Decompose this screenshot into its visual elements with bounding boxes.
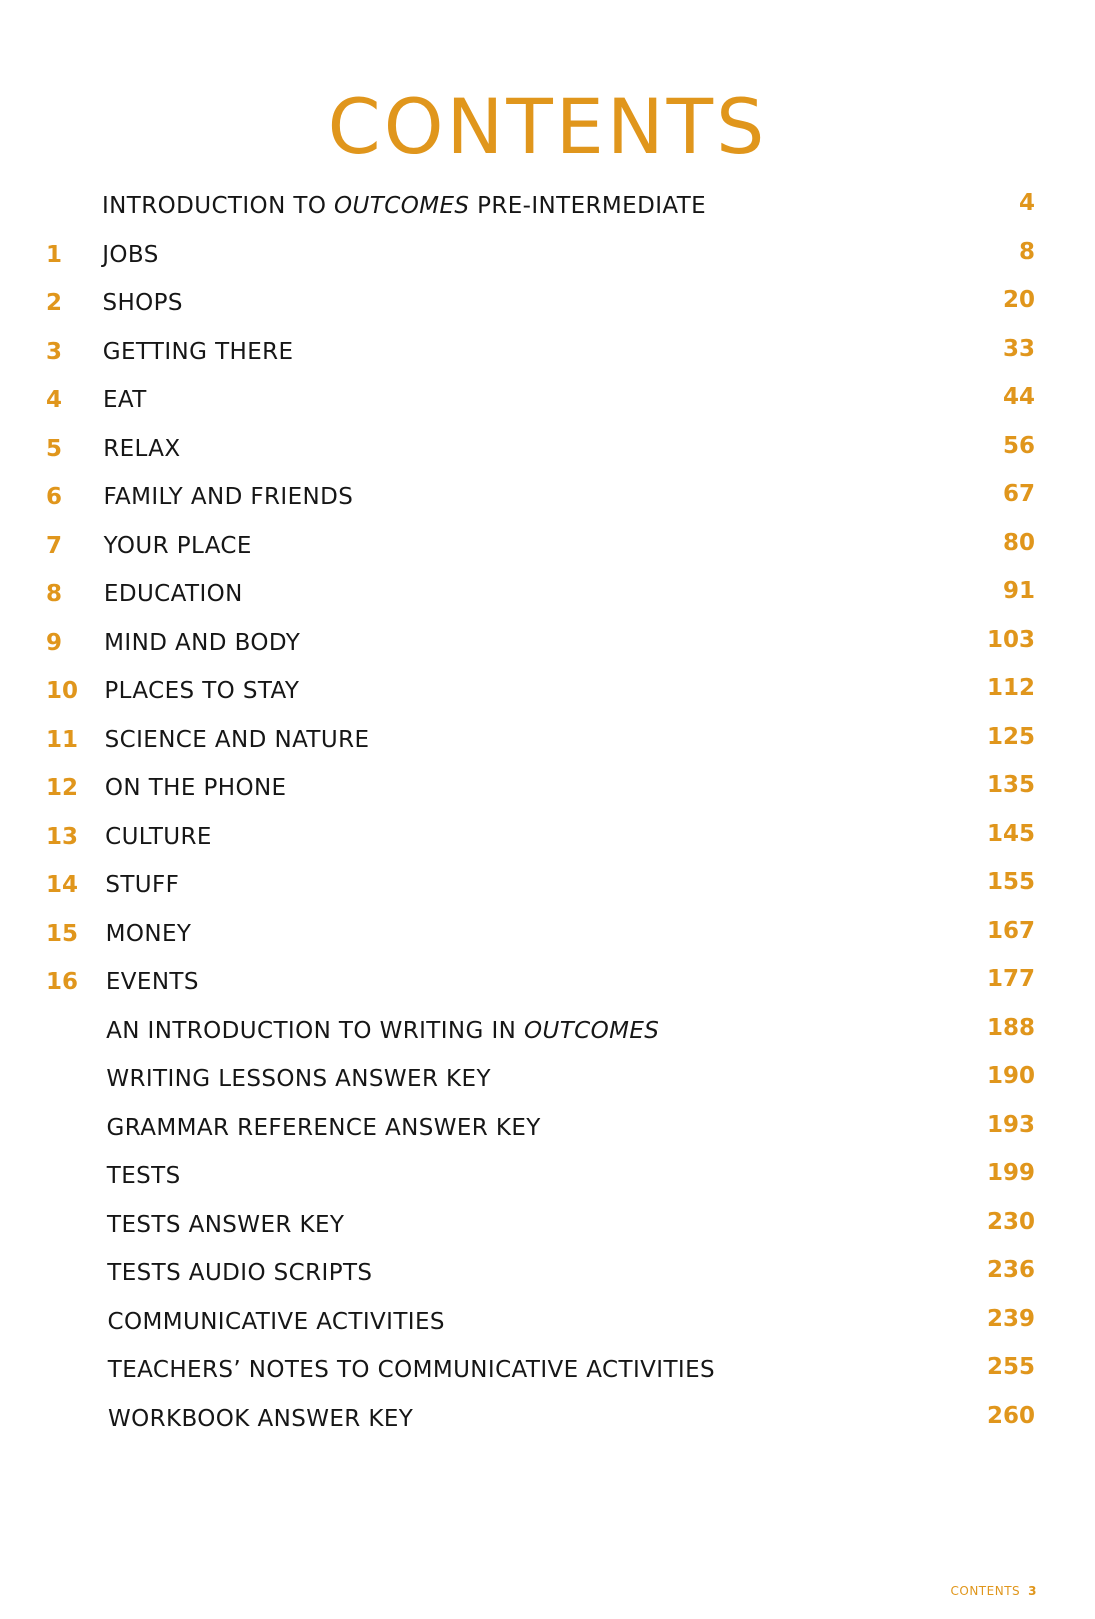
toc-page-number: 67 [1002,481,1035,507]
toc-page-number: 260 [986,1402,1035,1429]
toc-page-number: 4 [1018,190,1035,216]
toc-entry [0,1205,1095,1245]
toc-page-number: 188 [986,1014,1035,1041]
toc-entry [0,235,1095,275]
toc-entry-title-part: CULTURE [105,823,212,850]
toc-page-number: 145 [986,820,1035,847]
toc-entry [0,817,1095,857]
toc-entry-title-part: YOUR PLACE [103,532,252,559]
toc-entry-title [107,1205,344,1245]
toc-entry [0,1156,1095,1196]
toc-entry-title-part: EVENTS [105,969,199,995]
toc-page-number: 255 [986,1354,1035,1380]
toc-unit-number: 7 [46,532,63,559]
toc-page-number: 80 [1002,529,1035,556]
toc-entry-title-part: TEACHERS’ NOTES TO COMMUNICATIVE ACTIVITIES [107,1357,716,1383]
toc-page-number: 135 [986,772,1035,798]
toc-unit-number: 15 [46,920,79,947]
toc-entry [0,283,1095,323]
toc-entry-title-part: TESTS ANSWER KEY [107,1211,345,1238]
toc-unit-number: 1 [46,241,63,268]
toc-entry-title [103,380,147,420]
toc-entry [0,1350,1095,1390]
toc-entry-title-part: SCIENCE AND NATURE [104,726,370,753]
toc-entry-title [108,1350,715,1390]
toc-entry [0,671,1095,711]
toc-entry-title-part: EDUCATION [103,581,243,607]
toc-entry-title [108,1399,413,1439]
toc-entry-title [105,720,370,760]
toc-entry-title-part: SHOPS [102,290,183,316]
toc-page-number: 44 [1002,384,1035,410]
toc-entry-title-part: ON THE PHONE [104,775,287,801]
toc-page-number: 239 [986,1305,1035,1332]
toc-entry-title [107,1156,181,1196]
toc-entry [0,574,1095,614]
toc-page-number: 91 [1002,578,1035,604]
toc-entry-title [103,332,294,372]
toc-entry-title [106,962,199,1002]
toc-entry [0,865,1095,905]
toc-entry-title-part: STUFF [105,872,180,898]
toc-entry [0,1059,1095,1099]
toc-page-number: 8 [1018,238,1035,265]
toc-entry-title-part: FAMILY AND FRIENDS [103,484,354,510]
toc-entry-title [106,1059,491,1099]
toc-entry [0,526,1095,566]
toc-entry-title-part: MIND AND BODY [104,629,301,656]
toc-entry [0,1108,1095,1148]
toc-unit-number: 3 [46,338,63,365]
toc-page-number: 112 [986,675,1035,701]
toc-entry-title [105,865,179,905]
toc-entry-title [108,1302,445,1342]
toc-entry-title-part: RELAX [103,435,181,462]
toc-page-number: 20 [1002,287,1035,313]
toc-entry [0,720,1095,760]
toc-entry-title-part: TESTS AUDIO SCRIPTS [107,1260,373,1286]
toc-entry [0,623,1095,663]
page-title: CONTENTS [327,81,768,171]
page-footer [951,1584,1038,1598]
toc-page-number: 155 [986,869,1035,895]
toc-entry-title-part: PLACES TO STAY [104,678,300,704]
toc-entry-title-part: WRITING LESSONS ANSWER KEY [106,1066,491,1092]
toc-unit-number: 14 [46,872,79,898]
toc-unit-number: 6 [46,484,63,510]
toc-entry [0,1399,1095,1439]
toc-entry-title-part: INTRODUCTION TO [102,193,335,219]
toc-entry-title-part: PRE-INTERMEDIATE [469,193,707,219]
footer-page-number: 3 [1028,1584,1037,1598]
toc-entry [0,1253,1095,1293]
toc-entry-title-italic: OUTCOMES [523,1017,660,1044]
toc-entry-title [102,186,706,226]
toc-page-number: 125 [986,723,1035,750]
footer-label: CONTENTS [950,1584,1021,1598]
toc-entry-title [105,817,212,857]
toc-entry-title [106,1011,659,1051]
toc-entry [0,332,1095,372]
toc-unit-number: 8 [46,581,63,607]
toc-entry [0,914,1095,954]
toc-entry [0,429,1095,469]
toc-unit-number: 9 [46,629,63,656]
toc-entry [0,1011,1095,1051]
toc-entry-title-part: AN INTRODUCTION TO WRITING IN [106,1017,524,1044]
toc-entry-title [102,283,182,323]
toc-page-number: 177 [986,966,1035,992]
toc-entry-title-part: COMMUNICATIVE ACTIVITIES [107,1308,445,1335]
toc-unit-number: 13 [46,823,79,850]
toc-entry-title [107,1253,372,1293]
toc-entry-title [104,671,299,711]
toc-entry [0,477,1095,517]
toc-entry [0,380,1095,420]
toc-unit-number: 4 [46,387,63,413]
toc-page-number: 103 [986,626,1035,653]
toc-page-number: 167 [986,917,1035,944]
toc-entry [0,186,1095,226]
toc-unit-number: 10 [46,678,79,704]
toc-entry-title [103,477,353,517]
toc-page-number: 230 [986,1208,1035,1235]
toc-entry-title [102,235,158,275]
toc-entry-title-italic: OUTCOMES [334,193,470,219]
toc-entry-title-part: GRAMMAR REFERENCE ANSWER KEY [106,1114,541,1141]
toc-page-number: 190 [986,1063,1035,1089]
toc-entry-title [104,574,243,614]
toc-entry-title-part: TESTS [106,1163,181,1189]
toc-page-number: 56 [1002,432,1035,459]
toc-entry-title [104,526,252,566]
toc-entry [0,1302,1095,1342]
toc-page-number: 199 [986,1160,1035,1186]
toc-entry-title-part: MONEY [105,920,192,947]
toc-unit-number: 16 [46,969,79,995]
toc-entry-title [105,768,287,808]
toc-entry-title [106,914,192,954]
toc-page-number: 236 [986,1257,1035,1283]
toc-entry [0,962,1095,1002]
toc-entry-title [104,623,300,663]
toc-entry-title-part: GETTING THERE [102,338,294,365]
toc-entry [0,768,1095,808]
toc-entry-title [107,1108,541,1148]
toc-unit-number: 11 [46,726,79,753]
toc-page-number: 193 [986,1111,1035,1138]
toc-entry-title-part: WORKBOOK ANSWER KEY [108,1405,414,1432]
toc-page-number: 33 [1002,335,1035,362]
toc-unit-number: 5 [46,435,63,462]
toc-entry-title-part: JOBS [102,241,159,268]
toc-unit-number: 12 [46,775,79,801]
toc-unit-number: 2 [46,290,63,316]
toc-entry-title-part: EAT [102,387,147,413]
toc-entry-title [103,429,180,469]
